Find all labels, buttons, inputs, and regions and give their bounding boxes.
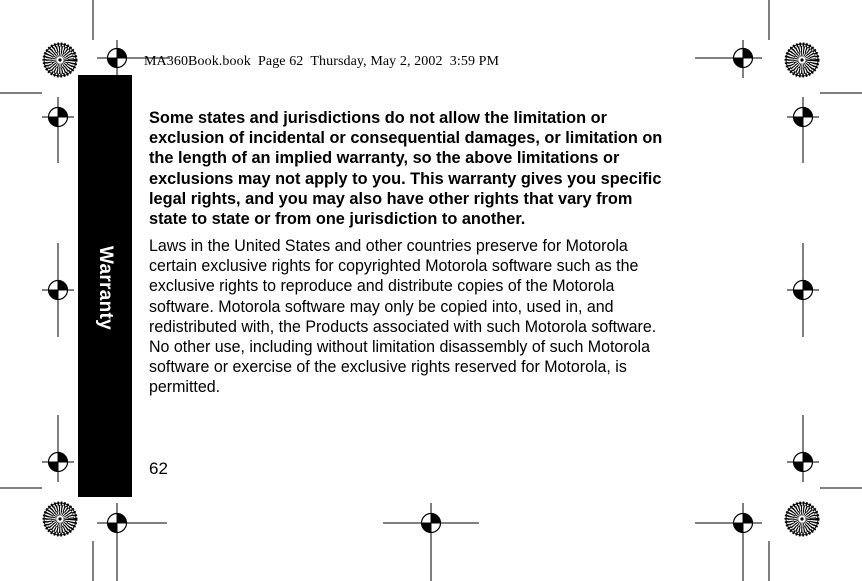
- print-header: MA360Book.book Page 62 Thursday, May 2, 2002 3:59 PM: [144, 54, 500, 69]
- star-target-icon: [786, 44, 818, 76]
- limitation-disclaimer-paragraph: Some states and jurisdictions do not allow the limitation or exclusion of incidental or consequential damages, or limitation on the length of an implied warranty, so the above limitations or exclusions may not apply to you. This warranty gives you specific legal rights, and you may also have other rights that vary from state to state or from one jurisdiction to another.: [149, 108, 663, 229]
- star-target-icon: [786, 503, 818, 535]
- page-number: 62: [149, 459, 168, 478]
- software-rights-paragraph: Laws in the United States and other countries preserve for Motorola certain exclusive rights for copyrighted Motorola software such as the exclusive rights to reproduce and distribute copies of the Motorola software. Motorola software may only be copied into, used in, and redistributed with, the Products associated with such Motorola software. No other use, including without limitation disassembly of such Motorola software or exercise of the exclusive rights reserved for Motorola, is permitted.: [149, 236, 657, 397]
- star-target-icon: [44, 503, 76, 535]
- star-target-icon: [44, 44, 76, 76]
- section-tab-label: Warranty: [95, 245, 116, 331]
